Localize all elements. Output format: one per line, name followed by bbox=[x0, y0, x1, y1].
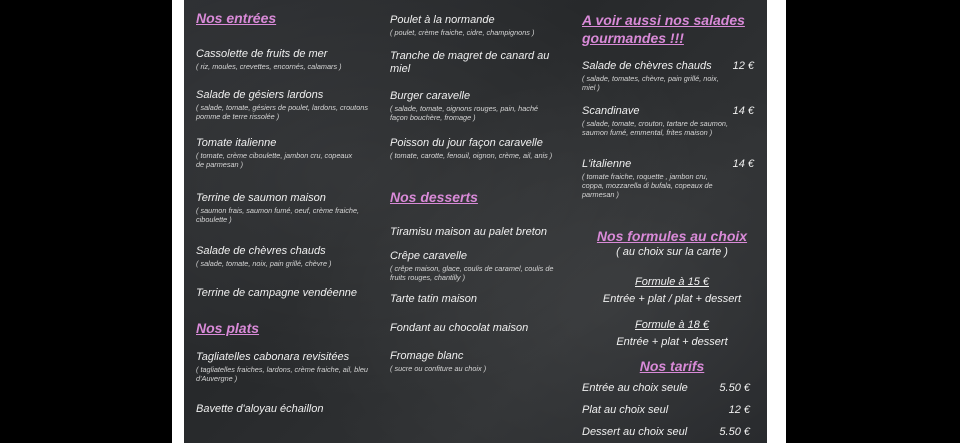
item-name: Poulet à la normande bbox=[390, 14, 495, 26]
item-description: ( salade, tomate, noix, pain grillé, chèvre ) bbox=[196, 259, 332, 268]
menu-item bbox=[196, 245, 386, 268]
formule-description: Entrée + plat / plat + dessert bbox=[602, 293, 742, 305]
menu-item bbox=[390, 14, 578, 37]
menu-item bbox=[390, 50, 570, 76]
item-description: ( salade, tomates, chèvre, pain grillé, noix, miel ) bbox=[582, 74, 719, 92]
item-description: ( tagliatelles fraiches, lardons, crème fraiche, ail, bleu d'Auvergne ) bbox=[196, 365, 368, 383]
menu-chalkboard bbox=[184, 0, 767, 443]
menu-item bbox=[390, 90, 550, 122]
item-name: Tomate italienne bbox=[196, 137, 277, 149]
tarif-row bbox=[582, 426, 762, 438]
item-name: Burger caravelle bbox=[390, 90, 471, 102]
menu-item bbox=[196, 351, 368, 383]
tarif-label: Plat au choix seul bbox=[582, 404, 669, 416]
item-name: Tarte tatin maison bbox=[390, 293, 478, 305]
item-name: Fondant au chocolat maison bbox=[390, 322, 529, 334]
menu-item bbox=[196, 89, 371, 121]
item-description: ( salade, tomate, crouton, tartare de saumon, saumon fumé, emmental, frites maison ) bbox=[582, 119, 729, 137]
item-name: Crêpe caravelle bbox=[390, 250, 468, 262]
section-title-desserts: Nos desserts bbox=[390, 189, 478, 205]
menu-column-right bbox=[582, 0, 762, 443]
menu-item bbox=[196, 403, 386, 416]
item-name: Scandinave bbox=[582, 105, 640, 117]
item-price: 12 € bbox=[732, 60, 754, 72]
item-name: Salade de chèvres chauds bbox=[196, 245, 326, 257]
tarif-price: 12 € bbox=[728, 404, 750, 416]
item-name: Bavette d'aloyau échaillon bbox=[196, 403, 324, 415]
tarif-price: 5.50 € bbox=[719, 426, 750, 438]
item-description: ( tomate fraiche, roquette , jambon cru, coppa, mozzarella di bufala, copeaux de parmesan ) bbox=[582, 172, 713, 199]
menu-item bbox=[196, 192, 368, 224]
formule-title: Formule à 15 € bbox=[635, 276, 709, 288]
item-description: ( riz, moules, crevettes, encornés, calamars ) bbox=[196, 62, 342, 71]
menu-item bbox=[390, 250, 558, 282]
menu-column-middle bbox=[390, 0, 578, 443]
item-name: Poisson du jour façon caravelle bbox=[390, 137, 543, 149]
item-name: Tranche de magret de canard au miel bbox=[390, 50, 550, 75]
item-name: Tagliatelles cabonara revisitées bbox=[196, 351, 350, 363]
menu-item bbox=[390, 226, 578, 239]
item-name: Salade de gésiers lardons bbox=[196, 89, 324, 101]
item-description: ( salade, tomate, gésiers de poulet, lardons, croutons pomme de terre rissolée ) bbox=[196, 103, 368, 121]
item-name: Terrine de campagne vendéenne bbox=[196, 287, 358, 299]
item-description: ( tomate, crème ciboulette, jambon cru, copeaux de parmesan ) bbox=[196, 151, 353, 169]
menu-item bbox=[582, 158, 762, 199]
menu-item bbox=[196, 48, 386, 71]
item-price: 14 € bbox=[732, 105, 754, 117]
item-name: Terrine de saumon maison bbox=[196, 192, 326, 204]
item-description: ( saumon frais, saumon fumé, oeuf, crème fraiche, ciboulette ) bbox=[196, 206, 360, 224]
section-title-salades: A voir aussi nos salades gourmandes !!! bbox=[582, 12, 745, 46]
tarif-row bbox=[582, 382, 762, 394]
tarif-label: Dessert au choix seul bbox=[582, 426, 688, 438]
menu-item bbox=[390, 137, 570, 160]
item-name: Salade de chèvres chauds bbox=[582, 60, 712, 72]
item-description: ( salade, tomate, oignons rouges, pain, haché façon bouchère, fromage ) bbox=[390, 104, 539, 122]
menu-item bbox=[390, 322, 578, 335]
item-description: ( tomate, carotte, fenouil, oignon, crème, ail, anis ) bbox=[390, 151, 553, 160]
section-title-entrees: Nos entrées bbox=[196, 10, 277, 26]
item-name: Cassolette de fruits de mer bbox=[196, 48, 328, 60]
section-title-plats: Nos plats bbox=[196, 320, 260, 336]
formules-subtitle: ( au choix sur la carte ) bbox=[616, 246, 728, 258]
menu-item bbox=[390, 350, 578, 373]
tarif-price: 5.50 € bbox=[719, 382, 750, 394]
menu-item bbox=[582, 60, 762, 92]
menu-item bbox=[196, 287, 386, 300]
item-description: ( crêpe maison, glace, coulis de caramel, coulis de fruits rouges, chantilly ) bbox=[390, 264, 554, 282]
menu-item bbox=[390, 293, 578, 306]
item-name: Tiramisu maison au palet breton bbox=[390, 226, 548, 238]
formule-description: Entrée + plat + dessert bbox=[616, 336, 728, 348]
menu-item bbox=[582, 105, 762, 137]
tarif-row bbox=[582, 404, 762, 416]
tarif-label: Entrée au choix seule bbox=[582, 382, 688, 394]
item-price: 14 € bbox=[732, 158, 754, 170]
item-description: ( sucre ou confiture au choix ) bbox=[390, 364, 487, 373]
menu-item bbox=[196, 137, 356, 169]
item-name: L'italienne bbox=[582, 158, 632, 170]
item-description: ( poulet, crème fraiche, cidre, champignons ) bbox=[390, 28, 535, 37]
item-name: Fromage blanc bbox=[390, 350, 464, 362]
menu-column-left bbox=[196, 0, 386, 443]
section-title-formules: Nos formules au choix bbox=[596, 228, 748, 244]
formule-title: Formule à 18 € bbox=[635, 319, 709, 331]
section-title-tarifs: Nos tarifs bbox=[639, 358, 705, 374]
